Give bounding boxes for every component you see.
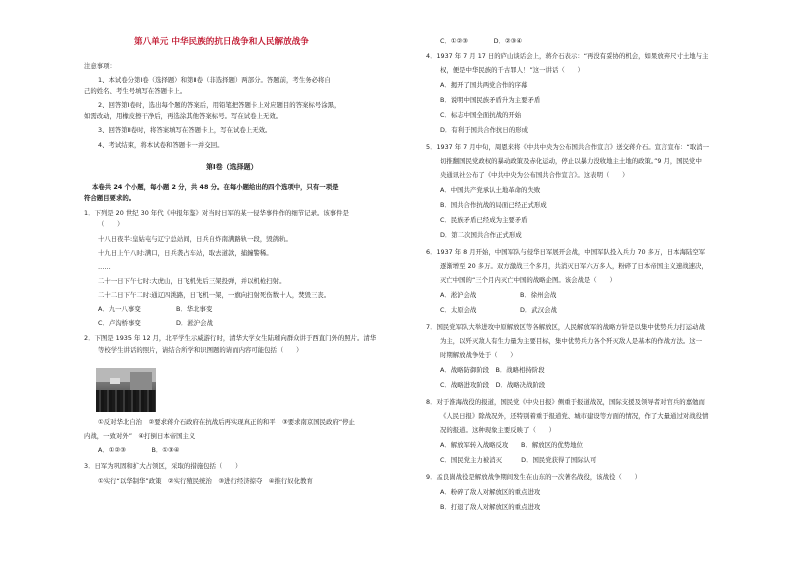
protest-photo — [96, 368, 156, 412]
question-7-options: C．战略进攻阶段 D．战略决战阶段 — [440, 381, 546, 389]
question-1-quote: …… — [98, 263, 111, 271]
question-2-options: A．①②③ B．①③④ — [98, 446, 180, 454]
section-intro: 符合题目要求的。 — [84, 194, 136, 202]
question-2-stem: 2．下图是 1935 年 12 月，北平学生示威游行时，清华大学女生陆璀向群众讲于西直门外的照片。清华 — [84, 334, 377, 342]
notice-line: 3、回答第Ⅱ卷时，将答案填写在答题卡上，写在试卷上无效。 — [98, 126, 272, 134]
section-title: 第Ⅰ卷（选择题） — [206, 163, 258, 171]
section-intro: 本卷共 24 个小题，每小题 2 分，共 48 分。在每小题给出的四个选项中，只有一项是 — [92, 183, 339, 191]
photo-building — [130, 372, 152, 390]
option-c: C．标志中国全面抗战的开始 — [440, 111, 522, 119]
question-1-quote: 十九日上午八时:满口，日兵袭占车站，取去道款，捕鐘警稀。 — [98, 249, 273, 257]
photo-crowd — [96, 390, 156, 412]
carryover-options: C．①②③ D．②③④ — [440, 37, 523, 45]
option-c: C．民族矛盾已经成为主要矛盾 — [440, 216, 528, 224]
question-8-stem: 《人民日报》除战况外，还特别着重于报道党、城市建设等方面的情况，作了大量通过对战役情 — [440, 412, 709, 420]
option-d: D．第二次国共合作正式形成 — [440, 231, 522, 239]
option-c: C．卢沟桥事变 — [98, 319, 141, 327]
notice-line: 1、本试卷分第Ⅰ卷（选择题）和第Ⅱ卷（非选择题）两部分。答题前，考生务必将自 — [98, 76, 331, 84]
option-a: A．中国共产党承认土地革命的失败 — [440, 186, 541, 194]
question-6-stem: 逐渐增至 20 多万。双方激战三个多月，共消灭日军六万多人，粉碎了日本帝国主义速战速决， — [440, 262, 708, 270]
question-3-options: ①实行“以华制华”政策 ②实行殖民统治 ③进行经济掠夺 ④推行奴化教育 — [98, 477, 313, 485]
option-a: A．粉碎了敌人对解放区的重点进攻 — [440, 488, 541, 496]
question-1-quote: 二十一日下午七时:大虎山，日飞机先后三架投弹，并以机枪扫射。 — [98, 277, 286, 285]
photo-banner — [110, 378, 120, 384]
option-a: A．揭开了国共两党合作的序幕 — [440, 81, 528, 89]
question-7-stem: 7．国民党军队大举进攻中原解放区等各解放区，人民解放军的战略方针是以集中优势兵力打运动战 — [426, 323, 705, 331]
question-1-quote: 十八日夜半:皇姑屯与辽宁总站间，日兵自炸南满路轨一段，毁鸽轨。 — [98, 235, 292, 243]
option-d: D．有利于国共合作抗日的形成 — [440, 126, 528, 134]
question-5-stem: 切推翻国民党政权的暴动政策及赤化运动，停止以暴力没收地主土地的政策。”9 月，国民党中 — [440, 157, 702, 165]
question-4-stem: 4．1937 年 7 月 17 日的庐山谈话会上，蒋介石表示：“再没有妥协的机会，如果放弃尺寸土地与主 — [426, 52, 709, 60]
option-b: B．说明中国民族矛盾升为主要矛盾 — [440, 96, 541, 104]
question-8-stem: 况的报道。这种现象主要反映了（ ） — [440, 426, 556, 434]
question-2-options: ①反对华北自治 ②要求蒋介石政府在抗战后再实现真正的和平 ③要求南京国民政府“停止 — [98, 418, 355, 426]
option-d: D．武汉会战 — [520, 306, 557, 314]
option-d: D．淞沪会战 — [176, 319, 213, 327]
notice-line: 如需改动，用橡皮擦干净后，再选涂其他答案标号。写在试卷上无效。 — [84, 112, 283, 120]
question-4-stem: 权，便是中华民族的千古罪人！”这一讲话（ ） — [440, 66, 584, 74]
option-b: B．徐州会战 — [520, 291, 557, 299]
page-title: 第八单元 中华民族的抗日战争和人民解放战争 — [134, 37, 309, 47]
option-a: A．淞沪会战 — [440, 291, 477, 299]
option-b: B．打退了敌人对解放区的重点进攻 — [440, 503, 541, 511]
notice-line: 2、回答第Ⅰ卷时，选出每个题的答案后，用铅笔把答题卡上对应题目的答案标号涂黑， — [98, 101, 341, 109]
question-8-options: A．解放军转入战略反攻 B．解放区的优势地位 — [440, 441, 583, 449]
question-2-options: 内战，一致对外” ④打倒日本帝国主义 — [84, 432, 196, 440]
option-b: B．国共合作抗战的局面已经正式形成 — [440, 201, 547, 209]
question-7-stem: 时期解放战争处于（ ） — [440, 351, 517, 359]
question-2-stem: 等校学生讲话的照片，请结合所学和识图题的请而内容可能包括（ ） — [98, 346, 303, 354]
question-1-quote: 二十二日下午二时:通辽四洮路，日飞机一架，一旗向扫射死伤数十人，焚毁三丧。 — [98, 291, 331, 299]
notice-line: 己的姓名、考生号填写在答题卡上。 — [84, 87, 187, 95]
question-5-stem: 央通讯社公布了《中共中央为公布国共合作宣言》。这表明（ ） — [440, 171, 629, 179]
question-6-stem: 6．1937 年 8 月开始，中国军队与侵华日军展开会战，中国军队投入兵力 70 多万，日本海陆空军 — [426, 248, 706, 256]
notice-heading: 注意事项： — [84, 62, 116, 70]
question-1-stem: （ ） — [98, 220, 124, 228]
question-6-stem: 灭亡中国的“三个月内灭亡中国的战略企图。该会战是（ ） — [440, 276, 616, 284]
question-7-stem: 为主，以歼灭敌人有生力量为主要目标，集中优势兵力各个歼灭敌人是基本的作战方法。这一 — [440, 337, 703, 345]
question-9-stem: 9．孟良崮战役是解放战争期间发生在山东的一次著名战役，该战役（ ） — [426, 473, 641, 481]
question-7-options: A．战略防御阶段 B．战略相持阶段 — [440, 366, 545, 374]
question-8-options: C．国民党主力被消灭 D．国民党获得了国际认可 — [440, 456, 597, 464]
option-b: B．华北事变 — [176, 305, 213, 313]
question-5-stem: 5．1937 年 7 月中旬，周恩来将《中共中央为公布国共合作宣言》送交蒋介石。宣言宣布：“取消一 — [426, 143, 710, 151]
question-3-stem: 3．日军为巩固和扩大占领区，采取的措施包括（ ） — [84, 462, 242, 470]
notice-line: 4、考试结束，将本试卷和答题卡一并交回。 — [98, 141, 224, 149]
option-a: A．九一八事变 — [98, 305, 141, 313]
question-8-stem: 8．对于淮海战役的报道，国民党《中央日报》侧重于报道战况，国际支援及领导者对官兵的嘉勉而 — [426, 398, 705, 406]
question-1-stem: 1．下列是 20 世纪 30 年代《申报年鉴》对当时日军的某一侵华事件作的细节记录。该事件是 — [84, 209, 349, 217]
option-c: C．太原会战 — [440, 306, 477, 314]
